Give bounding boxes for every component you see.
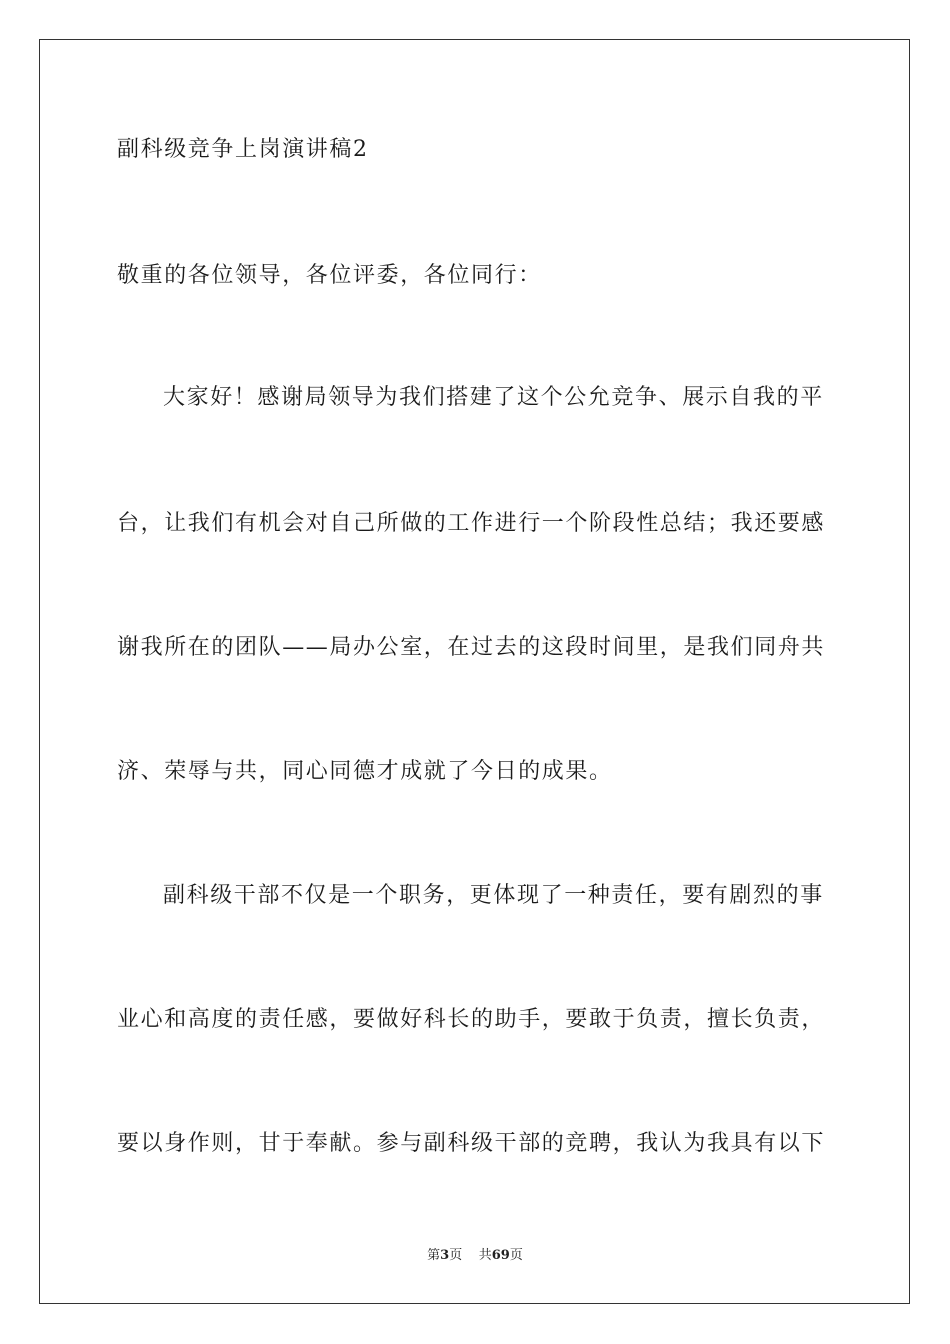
salutation: 敬重的各位领导，各位评委，各位同行： xyxy=(117,263,542,288)
page-prefix: 第 xyxy=(427,1248,441,1263)
page-footer xyxy=(0,1248,950,1264)
page-border xyxy=(39,39,910,1304)
paragraph-line: 要以身作则，甘于奉献。参与副科级干部的竞聘，我认为我具有以下 xyxy=(117,1131,826,1156)
paragraph-line: 济、荣辱与共，同心同德才成就了今日的成果。 xyxy=(117,759,613,784)
total-pages: 69 xyxy=(491,1248,510,1263)
paragraph-line: 台，让我们有机会对自己所做的工作进行一个阶段性总结；我还要感 xyxy=(117,511,826,536)
paragraph-line: 大家好！感谢局领导为我们搭建了这个公允竞争、展示自我的平 xyxy=(163,385,824,410)
page-number: 3 xyxy=(440,1248,450,1263)
total-suffix: 页 xyxy=(509,1248,523,1263)
paragraph-line: 业心和高度的责任感，要做好科长的助手，要敢于负责，擅长负责， xyxy=(117,1007,826,1032)
document-title: 副科级竞争上岗演讲稿2 xyxy=(117,137,369,162)
paragraph-line: 副科级干部不仅是一个职务，更体现了一种责任，要有剧烈的事 xyxy=(163,883,824,908)
paragraph-line: 谢我所在的团队——局办公室，在过去的这段时间里，是我们同舟共 xyxy=(117,635,826,660)
total-prefix: 共 xyxy=(478,1248,492,1263)
page-suffix: 页 xyxy=(449,1248,463,1263)
